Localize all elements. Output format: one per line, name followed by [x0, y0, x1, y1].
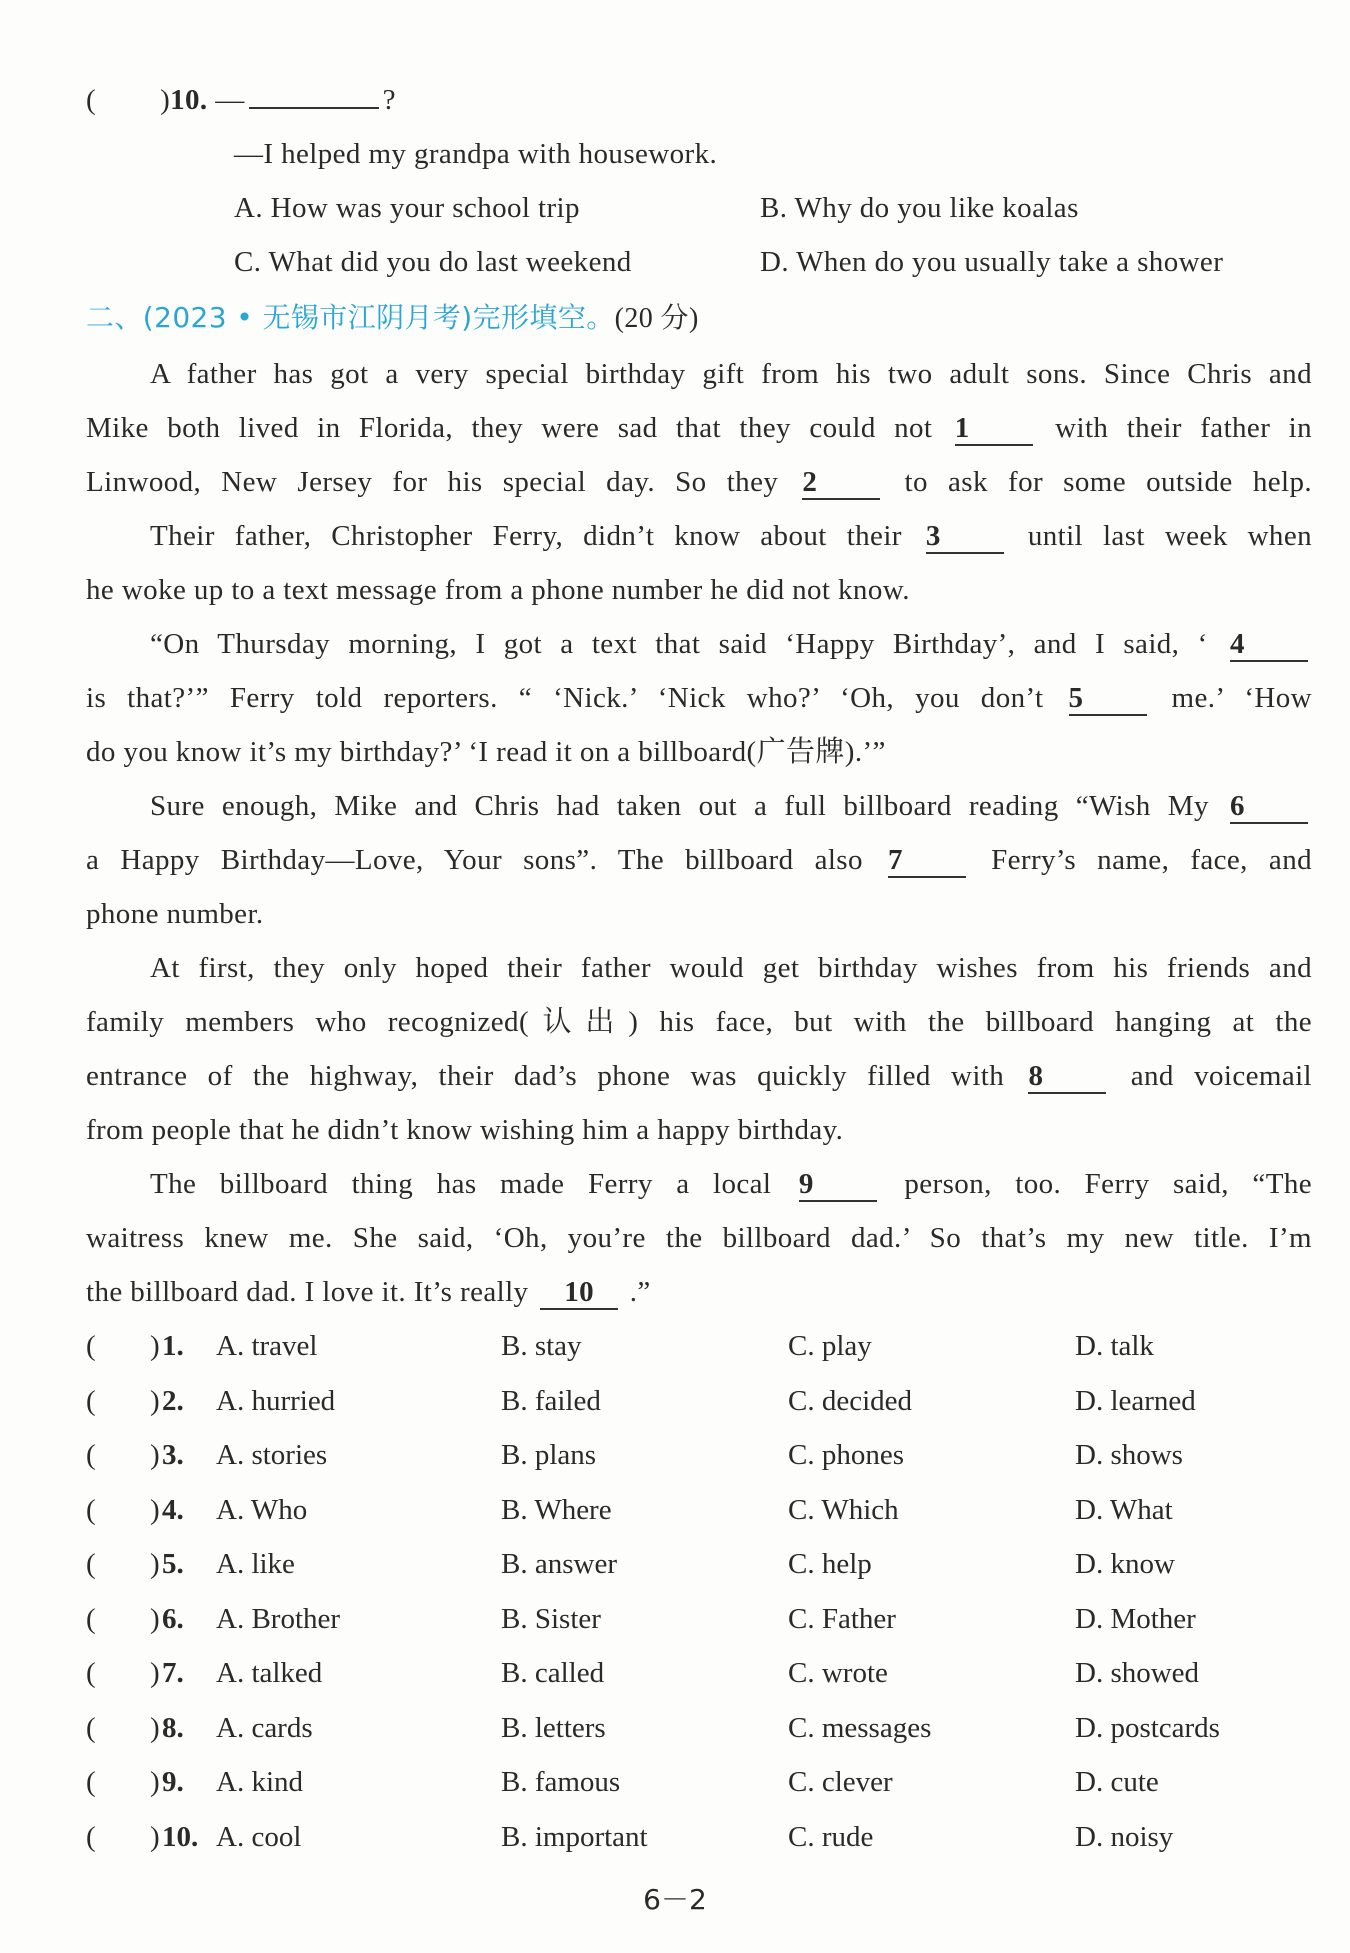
choice-number: 2. [162, 1385, 184, 1417]
q10-option-c[interactable]: C. What did you do last weekend [234, 246, 632, 278]
passage-line [86, 732, 1312, 772]
passage-text: entrance of the highway, their dad’s phone was quickly filled with [86, 1060, 1005, 1092]
cloze-blank[interactable]: 7 [888, 844, 966, 878]
answer-paren: ( [86, 1657, 96, 1689]
choice-row [86, 1490, 1326, 1530]
option-a[interactable]: A. cool [216, 1821, 302, 1853]
passage-text: “On Thursday morning, I got a text that said ‘Happy Birthday’, and I said, ‘ [150, 628, 1208, 660]
passage-line [150, 516, 1312, 556]
passage-text: me.’ ‘How [1171, 682, 1312, 714]
passage-line [86, 570, 1312, 610]
cloze-blank[interactable]: 1 [955, 412, 1033, 446]
answer-paren-close: ) [150, 1657, 160, 1689]
answer-paren-open: ( [86, 84, 97, 116]
passage-line [150, 1164, 1312, 1204]
answer-paren-close: ) [150, 1385, 160, 1417]
option-a[interactable]: A. Brother [216, 1603, 341, 1635]
dash: — [215, 84, 245, 116]
passage-line [86, 462, 1312, 502]
q10-option-d[interactable]: D. When do you usually take a shower [760, 246, 1224, 278]
answer-paren: ( [86, 1821, 96, 1853]
option-c[interactable]: C. phones [788, 1439, 904, 1471]
passage-text: family members who recognized(认出) his face, but with the billboard hanging at the [86, 1006, 1312, 1038]
q10-answer-line: —I helped my grandpa with housework. [234, 138, 718, 170]
question-mark: ? [382, 84, 396, 116]
answer-paren: ( [86, 1494, 96, 1526]
option-c[interactable]: C. play [788, 1330, 872, 1362]
answer-paren: ( [86, 1766, 96, 1798]
choice-number: 6. [162, 1603, 184, 1635]
passage-line [86, 1002, 1312, 1042]
option-d[interactable]: D. shows [1075, 1439, 1183, 1471]
choice-row [86, 1817, 1326, 1857]
answer-paren: ( [86, 1385, 96, 1417]
choice-row [86, 1762, 1326, 1802]
option-b[interactable]: B. important [501, 1821, 648, 1853]
passage-text: from people that he didn’t know wishing him a happy birthday. [86, 1114, 844, 1146]
passage-text: do you know it’s my birthday?’ ‘I read it on a billboard(广告牌).’” [86, 736, 886, 768]
passage-text: the billboard dad. I love it. It’s really [86, 1276, 529, 1308]
option-d[interactable]: D. noisy [1075, 1821, 1174, 1853]
answer-paren-close: ) [150, 1603, 160, 1635]
option-a[interactable]: A. like [216, 1548, 295, 1580]
answer-paren-close: ) [150, 1766, 160, 1798]
passage-text: person, too. Ferry said, “The [904, 1168, 1312, 1200]
option-a[interactable]: A. hurried [216, 1385, 336, 1417]
answer-paren: ( [86, 1712, 96, 1744]
choice-row [86, 1653, 1326, 1693]
answer-paren-close: ) [150, 1548, 160, 1580]
option-b[interactable]: B. called [501, 1657, 605, 1689]
answer-paren: ( [86, 1439, 96, 1471]
answer-paren-close: ) [150, 1330, 160, 1362]
option-c[interactable]: C. wrote [788, 1657, 888, 1689]
choice-row [86, 1435, 1326, 1475]
option-b[interactable]: B. Sister [501, 1603, 601, 1635]
answer-paren-close: ) [150, 1439, 160, 1471]
option-b[interactable]: B. famous [501, 1766, 621, 1798]
option-c[interactable]: C. Father [788, 1603, 896, 1635]
passage-text: a Happy Birthday—Love, Your sons”. The billboard also [86, 844, 863, 876]
passage-line [86, 1218, 1312, 1258]
answer-paren: ( [86, 1330, 96, 1362]
answer-paren-close: ) [150, 1494, 160, 1526]
option-d[interactable]: D. Mother [1075, 1603, 1196, 1635]
cloze-blank[interactable]: 5 [1069, 682, 1147, 716]
question-blank[interactable] [249, 107, 379, 109]
option-d[interactable]: D. postcards [1075, 1712, 1220, 1744]
passage-line [86, 678, 1312, 718]
passage-text: Linwood, New Jersey for his special day. So they [86, 466, 779, 498]
option-d[interactable]: D. know [1075, 1548, 1175, 1580]
option-c[interactable]: C. clever [788, 1766, 893, 1798]
section-score: (20 分) [614, 303, 699, 334]
choice-row [86, 1381, 1326, 1421]
passage-line [86, 894, 1312, 934]
option-c[interactable]: C. help [788, 1548, 872, 1580]
answer-paren: ( [86, 1603, 96, 1635]
option-a[interactable]: A. Who [216, 1494, 308, 1526]
choice-number: 7. [162, 1657, 184, 1689]
page-number: 6－2 [643, 1883, 707, 1916]
passage-text: A father has got a very special birthday gift from his two adult sons. Since Chris and [150, 358, 1312, 390]
passage-line [86, 1056, 1312, 1096]
choice-number: 9. [162, 1766, 184, 1798]
option-b[interactable]: B. letters [501, 1712, 606, 1744]
passage-line [86, 408, 1312, 448]
passage-text: .” [629, 1276, 651, 1308]
passage-line [150, 354, 1312, 394]
option-c[interactable]: C. rude [788, 1821, 874, 1853]
option-a[interactable]: A. stories [216, 1439, 328, 1471]
question-number: 10. [170, 84, 208, 116]
choice-number: 3. [162, 1439, 184, 1471]
passage-line [86, 1110, 1312, 1150]
cloze-blank[interactable]: 4 [1230, 628, 1308, 662]
choice-number: 8. [162, 1712, 184, 1744]
option-b[interactable]: B. plans [501, 1439, 597, 1471]
option-b[interactable]: B. stay [501, 1330, 582, 1362]
option-d[interactable]: D. cute [1075, 1766, 1159, 1798]
passage-text: is that?’” Ferry told reporters. “ ‘Nick.’ ‘Nick who?’ ‘Oh, you don’t [86, 682, 1044, 714]
passage-text: he woke up to a text message from a phone number he did not know. [86, 574, 910, 606]
passage-line [150, 624, 1312, 664]
passage-text: and voicemail [1130, 1060, 1313, 1092]
passage-line [86, 1272, 1312, 1312]
passage-text: until last week when [1027, 520, 1312, 552]
section-heading [86, 298, 1310, 339]
passage-text: Mike both lived in Florida, they were sad that they could not [86, 412, 933, 444]
passage-text: Ferry’s name, face, and [991, 844, 1313, 876]
passage-text: Sure enough, Mike and Chris had taken out a full billboard reading “Wish My [150, 790, 1209, 822]
option-c[interactable]: C. decided [788, 1385, 913, 1417]
passage-text: phone number. [86, 898, 264, 930]
answer-paren-close: ) [150, 1821, 160, 1853]
passage-line [150, 786, 1312, 826]
passage-text: to ask for some outside help. [904, 466, 1312, 498]
cloze-blank[interactable]: 6 [1230, 790, 1308, 824]
passage-line [150, 948, 1312, 988]
option-b[interactable]: B. answer [501, 1548, 617, 1580]
passage-text: Their father, Christopher Ferry, didn’t know about their [150, 520, 902, 552]
choice-number: 5. [162, 1548, 184, 1580]
choice-row [86, 1599, 1326, 1639]
passage-line [86, 840, 1312, 880]
section-title: 二、(2023 • 无锡市江阴月考)完形填空。 [86, 301, 615, 334]
option-a[interactable]: A. cards [216, 1712, 313, 1744]
choice-row [86, 1708, 1326, 1748]
option-d[interactable]: D. showed [1075, 1657, 1200, 1689]
answer-paren-close: ) [160, 84, 171, 116]
answer-paren-close: ) [150, 1712, 160, 1744]
cloze-blank[interactable]: 2 [802, 466, 880, 500]
cloze-blank[interactable]: 8 [1028, 1060, 1106, 1094]
choice-row [86, 1544, 1326, 1584]
passage-text: At first, they only hoped their father would get birthday wishes from his friends and [150, 952, 1312, 984]
option-b[interactable]: B. failed [501, 1385, 601, 1417]
q10-option-b[interactable]: B. Why do you like koalas [760, 192, 1079, 224]
cloze-blank[interactable]: 10 [540, 1276, 618, 1310]
q10-option-a[interactable]: A. How was your school trip [234, 192, 580, 224]
passage-text: waitress knew me. She said, ‘Oh, you’re the billboard dad.’ So that’s my new title. I’m [86, 1222, 1312, 1254]
option-b[interactable]: B. Where [501, 1494, 612, 1526]
option-a[interactable]: A. talked [216, 1657, 323, 1689]
q10-stem [86, 80, 1310, 120]
option-c[interactable]: C. messages [788, 1712, 932, 1744]
choice-number: 10. [162, 1821, 199, 1853]
cloze-blank[interactable]: 3 [926, 520, 1004, 554]
option-a[interactable]: A. travel [216, 1330, 318, 1362]
cloze-blank[interactable]: 9 [799, 1168, 877, 1202]
answer-paren: ( [86, 1548, 96, 1580]
passage-text: The billboard thing has made Ferry a local [150, 1168, 772, 1200]
choice-number: 4. [162, 1494, 184, 1526]
option-d[interactable]: D. What [1075, 1494, 1173, 1526]
option-d[interactable]: D. talk [1075, 1330, 1154, 1362]
option-a[interactable]: A. kind [216, 1766, 303, 1798]
choice-row [86, 1326, 1326, 1366]
choice-number: 1. [162, 1330, 184, 1362]
option-c[interactable]: C. Which [788, 1494, 899, 1526]
option-d[interactable]: D. learned [1075, 1385, 1196, 1417]
passage-text: with their father in [1055, 412, 1312, 444]
